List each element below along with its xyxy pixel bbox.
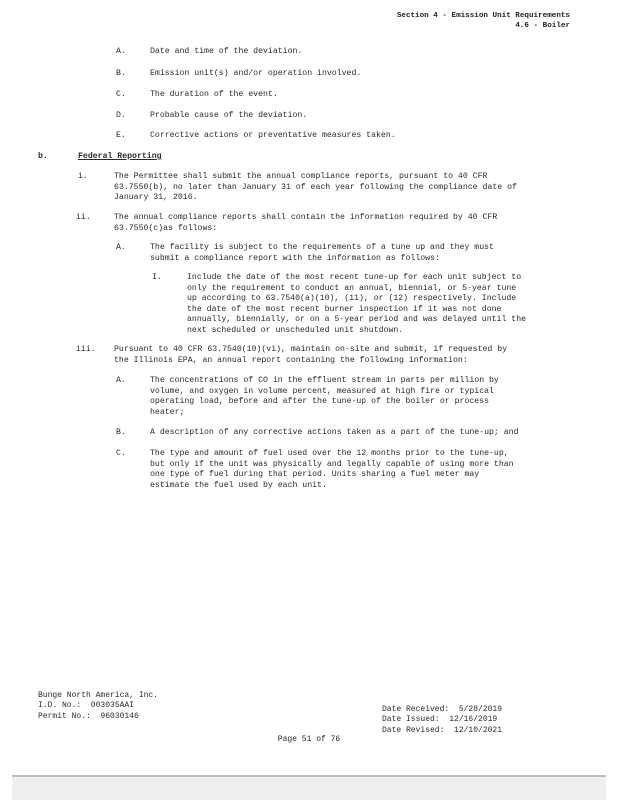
list-item-text: The duration of the event. [150, 90, 278, 99]
list-item-label: D. [116, 111, 126, 120]
list-item-label: C. [116, 90, 126, 99]
page-number: Page 51 of 76 [277, 735, 341, 744]
section-label: b. [38, 152, 48, 161]
header-section-title: Section 4 - Emission Unit Requirements [396, 12, 570, 20]
list-item-label: B. [116, 69, 126, 78]
item-iii-sub-label: A. [116, 376, 126, 385]
item-ii-label: ii. [76, 213, 91, 222]
item-iii-text: Pursuant to 40 CFR 63.7540(10)(vi), maintain on-site and submit, if requested by the Illinois EPA, an annual report containing the following information: [114, 345, 508, 365]
list-item-text: Emission unit(s) and/or operation involved. [150, 69, 362, 78]
footer-id-no: I.D. No.: 003035AAI [38, 701, 135, 711]
item-iii-sub-text: A description of any corrective actions taken as a part of the tune-up; and [150, 428, 519, 437]
list-item-label: E. [116, 131, 126, 140]
item-iii-sub-label: C. [116, 449, 126, 458]
item-iii-sub-label: B. [116, 428, 126, 437]
item-i-label: i. [78, 172, 88, 181]
section-title: Federal Reporting [78, 152, 162, 161]
list-item-text: Probable cause of the deviation. [150, 111, 308, 120]
item-iii-sub-text: The concentrations of CO in the effluent stream in parts per million by volume, and oxygen in volume percent, measured at high fire or typical operating load, before and after the tune-up of the boiler or process heater; [150, 376, 499, 417]
footer-date-revised: Date Revised: 12/10/2021 [382, 725, 503, 735]
list-item-text: Date and time of the deviation. [150, 47, 303, 56]
footer-date-received: Date Received: 5/28/2019 [382, 705, 503, 714]
item-ii-text: The annual compliance reports shall contain the information required by 40 CFR 63.7550(c)as follows: [114, 213, 498, 233]
list-item-label: A. [116, 47, 126, 56]
item-ii-A-I-text: Include the date of the most recent tune-up for each unit subject to only the requirement to conduct an annual, biennial, or 5-year tune up according to 63.7540(a)(10), (11), or (12) respectively. Include the date of the most recent burner inspection if it was not done annually, biennially, or on a 5-year period and was delayed until the next scheduled or unscheduled unit shutdown. [187, 273, 527, 335]
item-iii-label: iii. [76, 345, 96, 354]
item-ii-A-I-label: I. [152, 273, 162, 282]
footer-company: Bunge North America, Inc. [38, 691, 159, 700]
item-ii-A-label: A. [116, 243, 126, 252]
footer-dates [382, 705, 502, 736]
footer-permit-no: Permit No.: 96030146 [38, 711, 139, 721]
item-ii-A-text: The facility is subject to the requirements of a tune up and they must submit a compliance report with the information as follows: [150, 243, 494, 263]
page-header [397, 12, 570, 31]
item-i-text: The Permittee shall submit the annual compliance reports, pursuant to 40 CFR 63.7550(b), no later than January 31 of each year following the compliance date of January 31, 2016. [114, 172, 517, 203]
scan-bottom-shade [12, 777, 606, 800]
list-item-text: Corrective actions or preventative measures taken. [150, 131, 396, 140]
footer-permit-info [38, 691, 158, 722]
footer-date-issued: Date Issued: 12/16/2019 [382, 715, 498, 725]
header-subsection: 4.6 - Boiler [515, 21, 570, 30]
item-iii-sub-text: The type and amount of fuel used over the 12 months prior to the tune-up, but only if the unit was physically and legally capable of using more than one type of fuel during that period. Units sharing a fuel meter may estimate the fuel used by each unit. [150, 449, 514, 490]
